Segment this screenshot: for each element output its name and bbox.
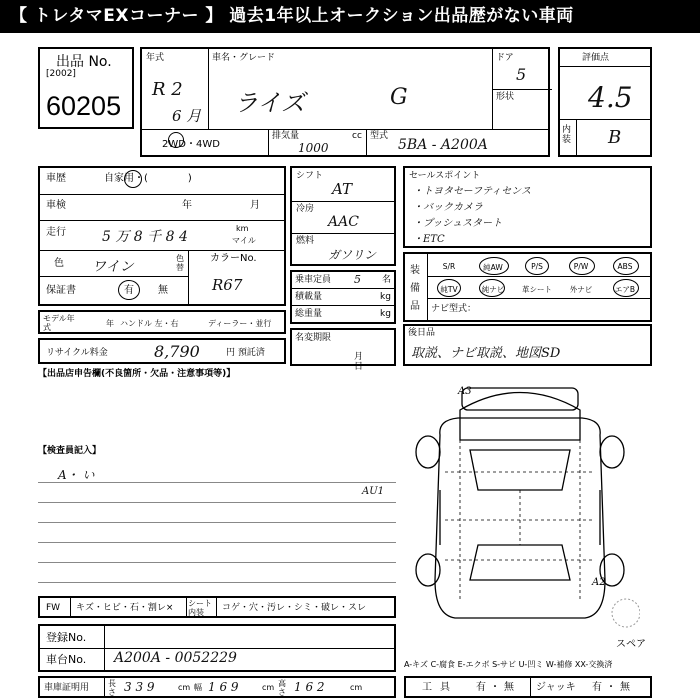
equip-circle-5 bbox=[437, 279, 461, 297]
fuel-value: ガソリン bbox=[328, 248, 377, 262]
after-value: 取説、ナビ取説、地図SD bbox=[411, 346, 561, 361]
model-year-unit: 年 bbox=[106, 319, 114, 328]
cert-wid-value: 1 6 9 bbox=[208, 680, 239, 694]
equip-sr: S/R bbox=[442, 262, 456, 271]
model-name: ライズ bbox=[234, 89, 306, 117]
fw-text: キズ・ヒビ・石・割レ× bbox=[76, 603, 174, 613]
equip-ps: P/S bbox=[531, 262, 543, 271]
damage-legend: A-キズ C-腐食 E-エクボ S-サビ U-凹ミ W-補修 XX-交換済 bbox=[404, 660, 613, 669]
equip-alloy: 純AW bbox=[483, 263, 503, 272]
jack-options: 有・無 bbox=[592, 682, 634, 693]
year-label: 年式 bbox=[146, 53, 165, 63]
interior-value: B bbox=[608, 127, 622, 148]
cert-wid-label: 幅 bbox=[194, 683, 202, 692]
drive-4wd: 4WD bbox=[195, 139, 220, 150]
shift-label: シフト bbox=[296, 171, 324, 181]
equip-circle-1 bbox=[479, 257, 509, 275]
aircon-value: AAC bbox=[328, 214, 359, 230]
displacement-value: 1000 bbox=[298, 141, 329, 155]
sales-points-label: セールスポイント bbox=[409, 171, 481, 181]
model-grade: G bbox=[390, 85, 408, 110]
year-era: R 2 bbox=[152, 79, 183, 100]
capacity-unit: 名 bbox=[382, 275, 392, 285]
sales-point-3: ・プッシュスタート bbox=[413, 218, 503, 229]
mileage-unit-km: km bbox=[236, 224, 249, 233]
lot-small: [2002] bbox=[46, 69, 76, 79]
cert-len-label: 長さ bbox=[108, 679, 116, 697]
handle-options: ハンドル 左・右 bbox=[120, 319, 179, 328]
mileage-unit-mile: マイル bbox=[232, 236, 256, 245]
equip-pw: P/W bbox=[573, 262, 589, 271]
fw-label: FW bbox=[46, 603, 61, 613]
type-value: 5BA - A200A bbox=[398, 137, 488, 153]
lot-label: 出品 No. bbox=[56, 54, 112, 70]
displacement-unit: cc bbox=[352, 131, 362, 141]
lot-box bbox=[38, 47, 134, 129]
diagram-label-au1: AU1 bbox=[362, 486, 385, 497]
load-unit: kg bbox=[380, 292, 391, 302]
doors-value: 5 bbox=[516, 65, 527, 84]
inspection-label: 車検 bbox=[46, 200, 66, 211]
page-header: 【 トレタマEXコーナー 】 過去1年以上オークション出品歴がない車両 bbox=[0, 0, 700, 33]
type-label: 型式 bbox=[370, 131, 389, 141]
equip-leather: 革シート bbox=[522, 285, 552, 294]
jack-label: ジャッキ bbox=[536, 682, 576, 693]
diagram-label-a3: A3 bbox=[458, 386, 472, 397]
cert-len-value: 3 3 9 bbox=[124, 680, 155, 694]
navi-type-label: ナビ型式： bbox=[431, 304, 477, 314]
warranty-label: 保証書 bbox=[46, 285, 76, 296]
equip-circle-3 bbox=[569, 257, 595, 275]
rating-box bbox=[558, 47, 652, 157]
rating-label: 評価点 bbox=[582, 53, 610, 63]
name-change-unit: 月日 bbox=[354, 352, 382, 372]
drive-2wd: 2WD bbox=[162, 139, 186, 150]
displacement-label: 排気量 bbox=[272, 131, 300, 141]
spare-label: スペア bbox=[616, 639, 646, 650]
history-box bbox=[38, 166, 286, 306]
warranty-circle bbox=[118, 280, 140, 300]
cert-hgt-value: 1 6 2 bbox=[294, 680, 325, 694]
cert-wid-unit: cm bbox=[262, 683, 275, 692]
vehicle-info-box bbox=[140, 47, 550, 157]
model-label: 車名・グレード bbox=[212, 53, 276, 63]
shift-box bbox=[290, 166, 396, 266]
seat-label: シート内装 bbox=[188, 599, 212, 617]
recycle-label: リサイクル料金 bbox=[46, 348, 108, 358]
spare-tire-icon bbox=[612, 599, 640, 627]
rating-value: 4.5 bbox=[588, 81, 633, 114]
recycle-box bbox=[38, 338, 286, 364]
weight-label: 総重量 bbox=[295, 309, 323, 319]
cert-box bbox=[38, 676, 396, 698]
equip-circle-4 bbox=[613, 257, 639, 275]
tools-box bbox=[404, 676, 652, 698]
sales-point-2: ・バックカメラ bbox=[413, 202, 483, 213]
name-change-box bbox=[290, 328, 396, 372]
car-diagram bbox=[400, 380, 640, 630]
mileage-value: 5 万 8 千 8 4 bbox=[102, 229, 188, 245]
recycle-unit: 円 預託済 bbox=[226, 348, 265, 358]
color-no-value: R67 bbox=[212, 276, 243, 294]
fw-box bbox=[38, 596, 396, 618]
seat-text: コゲ・穴・汚レ・シミ・破レ・スレ bbox=[222, 603, 367, 613]
registration-box bbox=[38, 624, 396, 672]
aircon-label: 冷房 bbox=[296, 204, 315, 214]
equip-abs: ABS bbox=[617, 262, 633, 271]
tools-label: 工具 bbox=[422, 682, 458, 693]
color-no-label: カラーNo. bbox=[210, 253, 257, 264]
weight-unit: kg bbox=[380, 309, 391, 319]
cert-label: 車庫証明用 bbox=[44, 683, 90, 693]
sales-point-1: ・トヨタセーフティセンス bbox=[413, 186, 531, 197]
recycle-value: 8,790 bbox=[154, 342, 200, 361]
diagram-label-a2: A2 bbox=[592, 577, 606, 588]
shift-value: AT bbox=[332, 180, 353, 198]
cert-hgt-unit: cm bbox=[350, 683, 363, 692]
history-value: 自家用・( ) bbox=[104, 173, 192, 184]
model-year-label: モデル年式 bbox=[43, 314, 75, 332]
name-change-label: 名変期限 bbox=[295, 333, 332, 343]
equip-airbag: エアB bbox=[614, 285, 636, 294]
notes-label: 【出品店申告欄(不良箇所・欠品・注意事項等)】 bbox=[38, 369, 236, 379]
equip-circle-6 bbox=[479, 279, 505, 297]
lot-number: 60205 bbox=[46, 91, 122, 121]
after-box bbox=[403, 324, 652, 366]
inspection-month: 月 bbox=[250, 200, 260, 211]
history-circle bbox=[124, 170, 142, 188]
chassis-label: 車台No. bbox=[46, 653, 87, 666]
history-label: 車歴 bbox=[46, 173, 66, 184]
equipment-box bbox=[403, 252, 652, 322]
model-year-box bbox=[38, 310, 286, 334]
cert-len-unit: cm bbox=[178, 683, 191, 692]
fuel-label: 燃料 bbox=[296, 236, 315, 246]
drive-separator: ・ bbox=[185, 139, 196, 150]
shape-label: 形状 bbox=[496, 92, 515, 102]
registration-label: 登録No. bbox=[46, 631, 87, 644]
year-month: 6 月 bbox=[172, 107, 202, 125]
equip-tv: 純TV bbox=[440, 285, 458, 294]
equipment-label: 装備品 bbox=[410, 265, 420, 312]
warranty-no: 無 bbox=[158, 285, 168, 296]
capacity-label: 乗車定員 bbox=[295, 275, 332, 285]
warranty-yes: 有 bbox=[124, 285, 134, 296]
color-value: ワイン bbox=[92, 259, 134, 275]
inspector-label: 【検査員記入】 bbox=[38, 446, 102, 456]
cert-hgt-label: 高さ bbox=[278, 679, 286, 697]
inspection-year: 年 bbox=[182, 200, 192, 211]
dealer-options: ディーラー・並行 bbox=[208, 319, 272, 328]
equip-circle-2 bbox=[525, 257, 549, 275]
tools-options: 有・無 bbox=[476, 682, 518, 693]
after-label: 後日品 bbox=[408, 328, 436, 338]
interior-label: 内装 bbox=[562, 125, 572, 145]
inspector-note: A・ い bbox=[58, 468, 95, 482]
repaint-label: 色替 bbox=[176, 254, 184, 272]
sales-point-4: ・ETC bbox=[413, 234, 445, 245]
doors-label: ドア bbox=[496, 53, 514, 63]
sales-points-box bbox=[403, 166, 652, 248]
equip-navi: 純ナビ bbox=[481, 285, 505, 294]
capacity-box bbox=[290, 270, 396, 324]
drive-circle bbox=[168, 132, 184, 148]
color-label: 色 bbox=[54, 258, 64, 269]
capacity-value: 5 bbox=[354, 273, 361, 286]
mileage-label: 走行 bbox=[46, 227, 66, 238]
load-label: 積載量 bbox=[295, 292, 323, 302]
chassis-value: A200A - 0052229 bbox=[114, 650, 237, 666]
equip-circle-7 bbox=[613, 279, 639, 297]
equip-ext-navi: 外ナビ bbox=[569, 285, 593, 294]
